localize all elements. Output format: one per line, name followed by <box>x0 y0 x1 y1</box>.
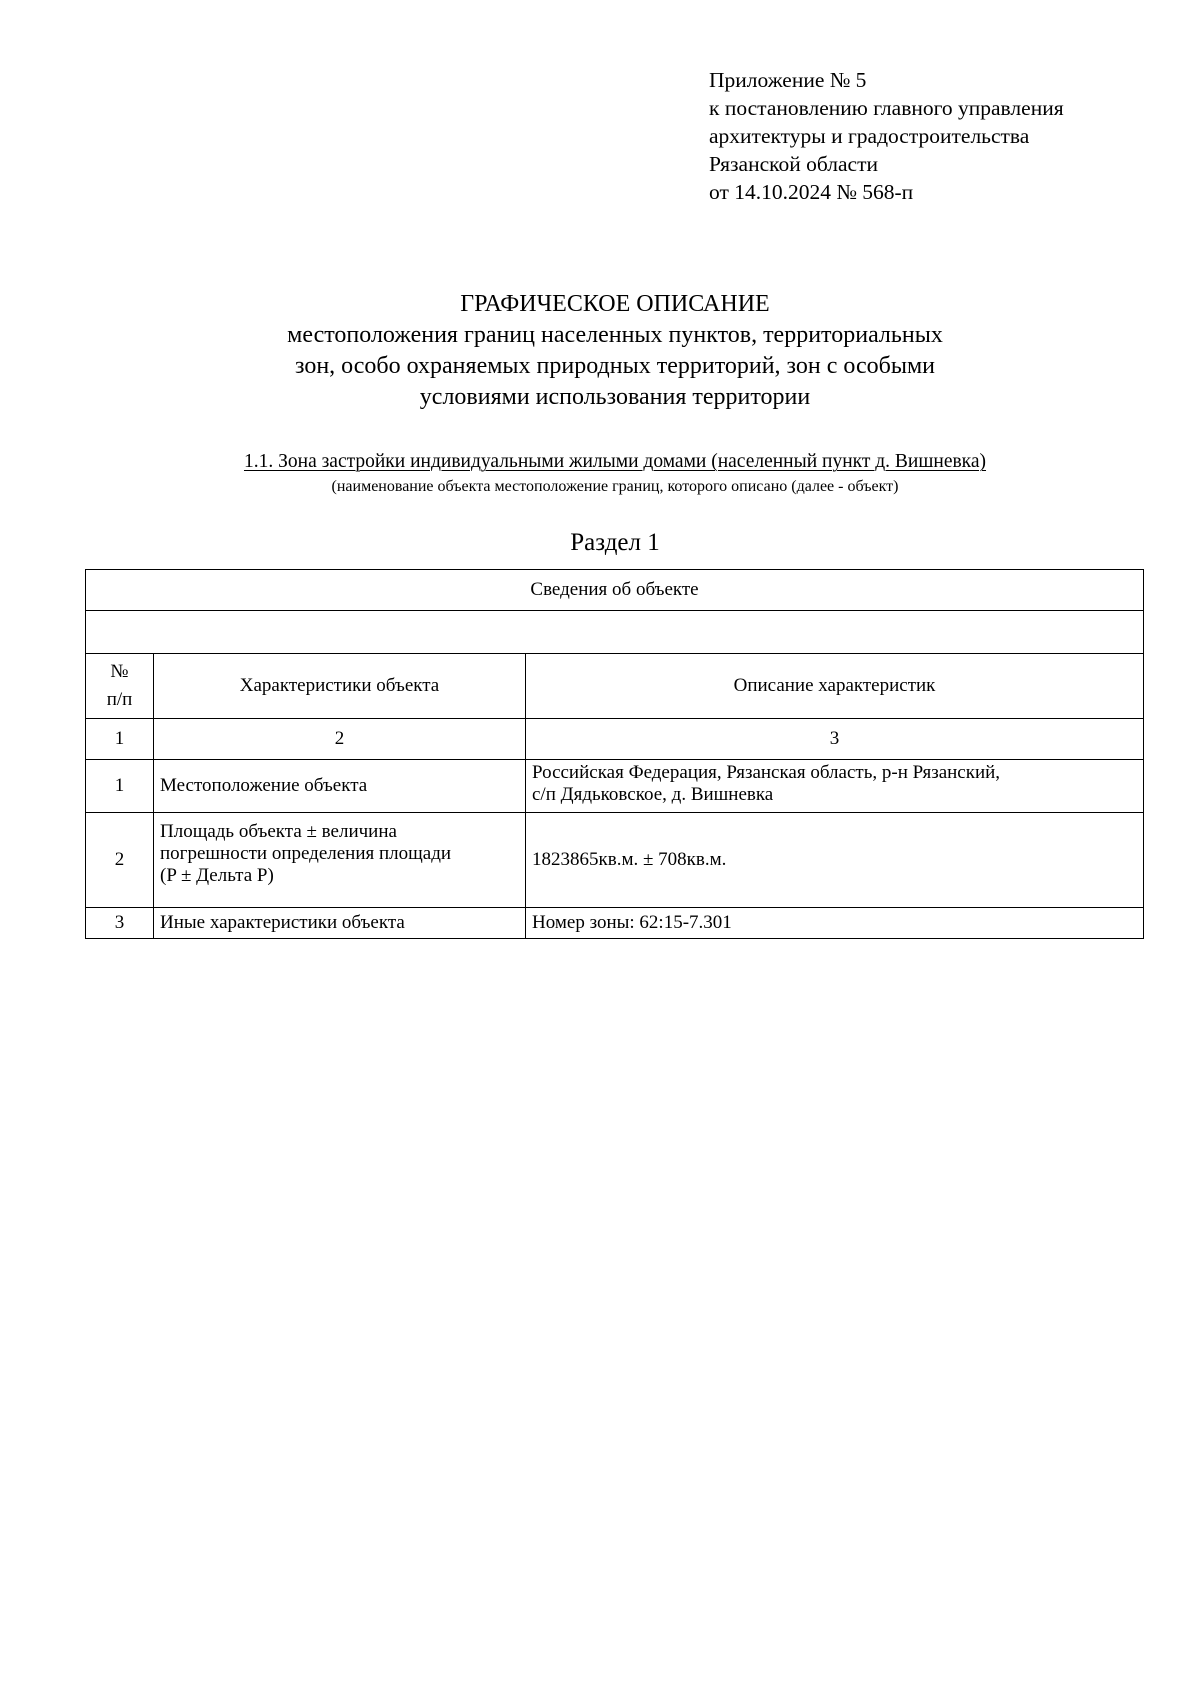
col-index-cell: 2 <box>154 719 526 760</box>
col-index-cell: 1 <box>86 719 154 760</box>
appendix-line: Рязанской области <box>709 152 878 176</box>
table-empty-row <box>86 611 1144 654</box>
table-header-row <box>86 654 1144 719</box>
col-head-num-line1: № <box>110 661 129 682</box>
appendix-line: от 14.10.2024 № 568-п <box>709 180 914 204</box>
table-row <box>86 813 1144 908</box>
table-index-row <box>86 719 1144 760</box>
object-name-text: 1.1. Зона застройки индивидуальными жилыми домами (населенный пункт д. Вишневка) <box>243 451 987 472</box>
row-description: 1823865кв.м. ± 708кв.м. <box>526 813 1144 908</box>
table-caption-row <box>86 570 1144 611</box>
appendix-line: к постановлению главного управления <box>709 96 1064 120</box>
row-description <box>526 760 1144 813</box>
row-characteristic: Местоположение объекта <box>154 760 526 813</box>
table-row <box>86 760 1144 813</box>
row-characteristic-line: погрешности определения площади <box>160 843 452 864</box>
row-characteristic-line: (P ± Дельта P) <box>160 865 274 886</box>
row-description-line: с/п Дядьковское, д. Вишневка <box>532 784 774 805</box>
table-row <box>86 908 1144 939</box>
object-caption: (наименование объекта местоположение границ, которого описано (далее - объект) <box>331 478 899 495</box>
title-line: зон, особо охраняемых природных территорий, зон с особыми <box>294 353 936 379</box>
title-line: местоположения границ населенных пунктов, территориальных <box>287 322 943 348</box>
appendix-line: архитектуры и градостроительства <box>709 124 1030 148</box>
document-title <box>0 289 1200 413</box>
title-line: условиями использования территории <box>419 384 811 410</box>
row-characteristic-line: Площадь объекта ± величина <box>160 821 397 842</box>
row-num: 3 <box>86 908 154 939</box>
row-num: 2 <box>86 813 154 908</box>
title-line: ГРАФИЧЕСКОЕ ОПИСАНИЕ <box>460 291 770 317</box>
col-index-cell: 3 <box>526 719 1144 760</box>
row-description-line: Российская Федерация, Рязанская область, р-н Рязанский, <box>532 762 1001 783</box>
row-num: 1 <box>86 760 154 813</box>
row-characteristic <box>154 813 526 908</box>
col-head-description: Описание характеристик <box>526 654 1144 719</box>
table-caption: Сведения об объекте <box>86 570 1144 611</box>
section-title: Раздел 1 <box>570 529 660 556</box>
object-name <box>0 451 1200 473</box>
col-head-num-line2: п/п <box>106 689 133 710</box>
object-info-table <box>85 569 1144 939</box>
col-head-num <box>86 654 154 719</box>
row-characteristic: Иные характеристики объекта <box>154 908 526 939</box>
appendix-line: Приложение № 5 <box>709 68 867 92</box>
empty-cell <box>86 611 1144 654</box>
appendix-block <box>709 66 1064 206</box>
row-description: Номер зоны: 62:15-7.301 <box>526 908 1144 939</box>
col-head-characteristics: Характеристики объекта <box>154 654 526 719</box>
